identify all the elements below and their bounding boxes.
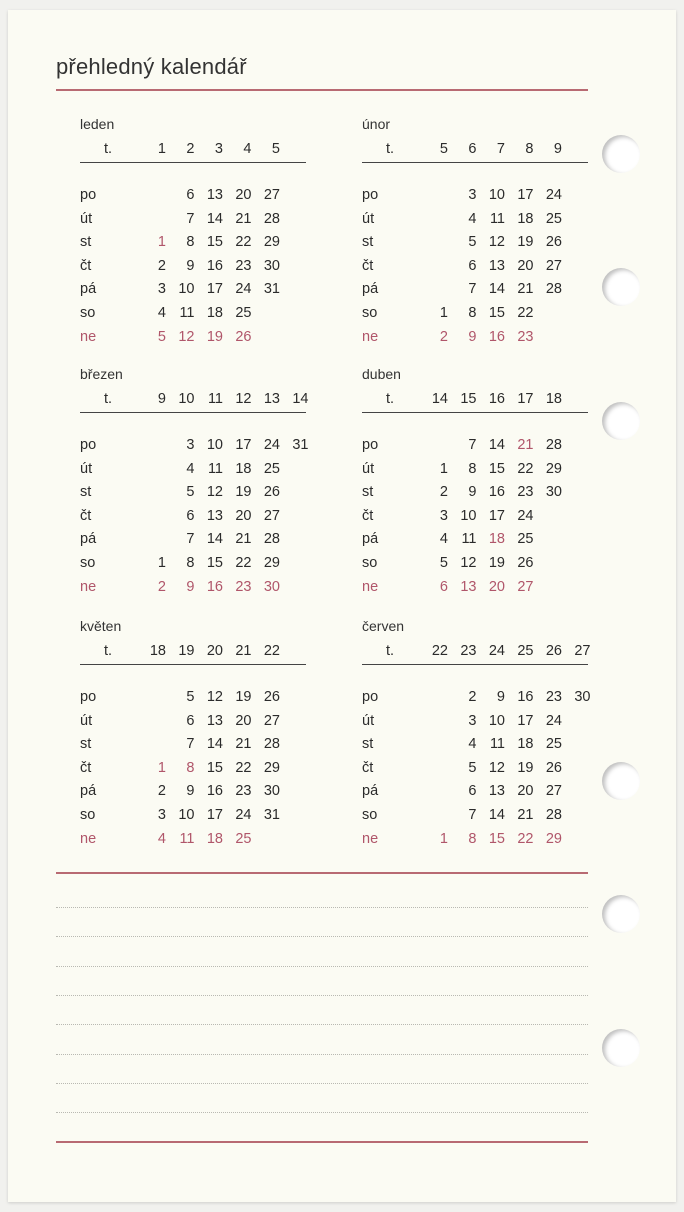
week-number: 11 [207,391,223,407]
day-label: čt [80,257,92,274]
week-label: t. [104,643,113,659]
day-label: ne [80,328,97,345]
date-cell: 11 [179,830,195,847]
date-cell: 29 [545,460,562,477]
date-cell: 7 [186,210,195,227]
date-cell: 21 [517,281,534,298]
day-label: ne [362,830,379,847]
date-cell: 22 [235,234,252,251]
date-cell: 4 [157,305,166,321]
date-cell: 26 [263,484,280,501]
date-cell: 27 [545,257,562,274]
date-cell: 17 [206,807,223,823]
note-line [56,1054,588,1055]
date-cell: 9 [186,783,195,800]
note-line [56,936,588,937]
week-number: 1 [157,141,166,157]
week-label: t. [386,391,395,407]
date-cell: 14 [206,210,223,227]
date-cell: 28 [263,531,280,548]
date-cell: 29 [263,234,280,251]
date-cell: 24 [545,187,562,203]
binder-hole [602,135,640,173]
header-separator [80,162,306,163]
date-cell: 1 [157,234,166,251]
date-cell: 3 [157,281,166,298]
note-line [56,1024,588,1025]
date-cell: 11 [461,531,477,548]
week-number: 9 [553,141,562,157]
date-cell: 28 [263,210,280,227]
date-cell: 1 [439,305,448,321]
date-cell: 16 [488,328,505,345]
date-cell: 14 [488,437,505,453]
date-cell: 26 [545,759,562,776]
date-cell: 17 [517,187,534,203]
date-cell: 2 [157,578,166,595]
date-cell: 18 [235,460,252,477]
week-number: 20 [206,643,223,659]
date-cell: 20 [517,257,534,274]
note-line [56,995,588,996]
day-label: pá [362,531,379,548]
date-cell: 15 [488,830,505,847]
date-cell: 5 [157,328,166,345]
date-cell: 18 [517,210,534,227]
date-cell: 10 [206,437,223,453]
date-cell: 7 [186,531,195,548]
date-cell: 13 [488,257,505,274]
week-number: 15 [460,391,477,407]
note-line [56,1083,588,1084]
week-number: 14 [431,391,448,407]
day-label: po [80,689,97,705]
month-name: leden [80,116,115,132]
week-number: 22 [431,643,448,659]
date-cell: 9 [468,328,477,345]
date-cell: 3 [468,712,477,729]
date-cell: 15 [206,555,223,571]
date-cell: 26 [517,555,534,571]
week-number: 5 [439,141,448,157]
day-label: čt [80,507,92,524]
date-cell: 5 [186,689,195,705]
date-cell: 22 [517,305,534,321]
day-label: ne [80,578,97,595]
week-number: 10 [178,391,195,407]
note-line [56,966,588,967]
day-label: po [362,187,379,203]
date-cell: 26 [263,689,280,705]
header-separator [80,412,306,413]
day-label: út [362,460,375,477]
date-cell: 26 [235,328,252,345]
date-cell: 11 [207,460,223,477]
date-cell: 12 [460,555,477,571]
date-cell: 31 [263,807,280,823]
date-cell: 8 [186,234,195,251]
date-cell: 8 [468,305,477,321]
week-number: 23 [460,643,477,659]
date-cell: 13 [206,187,223,203]
day-label: pá [80,531,97,548]
date-cell: 30 [263,783,280,800]
day-label: so [362,807,378,823]
day-label: po [362,689,379,705]
date-cell: 25 [517,531,534,548]
date-cell: 27 [263,712,280,729]
day-label: pá [80,281,97,298]
week-label: t. [104,141,113,157]
binder-hole [602,762,640,800]
week-number: 7 [496,141,505,157]
title-rule [56,89,588,91]
date-cell: 19 [517,234,534,251]
date-cell: 19 [517,759,534,776]
week-number: 26 [545,643,562,659]
date-cell: 3 [439,507,448,524]
notes-top-rule [56,872,588,874]
date-cell: 31 [263,281,280,298]
date-cell: 24 [545,712,562,729]
date-cell: 6 [439,578,448,595]
date-cell: 10 [488,187,505,203]
date-cell: 24 [235,281,252,298]
date-cell: 17 [488,507,505,524]
day-label: so [80,305,96,321]
week-number: 24 [488,643,505,659]
date-cell: 14 [206,736,223,753]
date-cell: 13 [206,712,223,729]
date-cell: 17 [235,437,252,453]
week-number: 13 [263,391,280,407]
binder-hole [602,1029,640,1067]
date-cell: 18 [517,736,534,753]
day-label: út [80,460,93,477]
date-cell: 20 [235,712,252,729]
date-cell: 7 [186,736,195,753]
date-cell: 28 [545,807,562,823]
month-name: červen [362,618,405,634]
month-name: únor [362,116,391,132]
date-cell: 16 [206,783,223,800]
date-cell: 25 [545,210,562,227]
date-cell: 15 [488,305,505,321]
date-cell: 16 [517,689,534,705]
week-label: t. [104,391,113,407]
week-number: 22 [263,643,280,659]
date-cell: 27 [545,783,562,800]
day-label: st [362,484,374,501]
date-cell: 5 [468,759,477,776]
date-cell: 26 [545,234,562,251]
date-cell: 9 [496,689,505,705]
date-cell: 28 [263,736,280,753]
date-cell: 6 [186,712,195,729]
binder-hole [602,895,640,933]
week-number: 21 [235,643,252,659]
header-separator [80,664,306,665]
date-cell: 2 [157,783,166,800]
week-number: 14 [292,391,309,407]
date-cell: 6 [468,257,477,274]
date-cell: 1 [439,460,448,477]
day-label: ne [362,578,379,595]
note-line [56,1112,588,1113]
date-cell: 21 [235,210,252,227]
date-cell: 9 [186,578,195,595]
date-cell: 23 [235,783,252,800]
date-cell: 10 [178,281,195,298]
day-label: pá [80,783,97,800]
date-cell: 24 [517,507,534,524]
date-cell: 19 [488,555,505,571]
day-label: ne [362,328,379,345]
date-cell: 19 [235,689,252,705]
date-cell: 1 [157,555,166,571]
date-cell: 13 [488,783,505,800]
week-number: 19 [178,643,195,659]
week-number: 17 [517,391,534,407]
day-label: čt [362,257,374,274]
date-cell: 17 [517,712,534,729]
date-cell: 15 [488,460,505,477]
day-label: pá [362,281,379,298]
date-cell: 2 [468,689,477,705]
date-cell: 12 [178,328,195,345]
note-line [56,907,588,908]
week-number: 18 [149,643,166,659]
date-cell: 12 [488,234,505,251]
day-label: so [362,305,378,321]
date-cell: 2 [439,484,448,501]
date-cell: 22 [235,759,252,776]
date-cell: 29 [545,830,562,847]
date-cell: 8 [468,830,477,847]
day-label: út [362,210,375,227]
date-cell: 11 [179,305,195,321]
date-cell: 3 [468,187,477,203]
date-cell: 6 [186,187,195,203]
date-cell: 21 [517,807,534,823]
date-cell: 16 [488,484,505,501]
date-cell: 17 [206,281,223,298]
date-cell: 21 [517,437,534,453]
date-cell: 14 [488,281,505,298]
day-label: po [80,187,97,203]
day-label: st [362,234,374,251]
date-cell: 1 [439,830,448,847]
date-cell: 30 [263,578,280,595]
header-separator [362,412,588,413]
week-number: 9 [157,391,166,407]
day-label: so [80,807,96,823]
week-number: 12 [235,391,252,407]
date-cell: 3 [157,807,166,823]
date-cell: 12 [206,484,223,501]
date-cell: 31 [292,437,309,453]
week-number: 4 [243,141,252,157]
day-label: st [80,736,92,753]
day-label: čt [80,759,92,776]
date-cell: 2 [157,257,166,274]
date-cell: 4 [439,531,448,548]
date-cell: 25 [235,305,252,321]
day-label: so [80,555,96,571]
date-cell: 16 [206,257,223,274]
date-cell: 14 [488,807,505,823]
date-cell: 10 [460,507,477,524]
date-cell: 5 [439,555,448,571]
day-label: čt [362,507,374,524]
date-cell: 27 [517,578,534,595]
date-cell: 24 [263,437,280,453]
day-label: po [80,437,97,453]
date-cell: 6 [186,507,195,524]
date-cell: 18 [206,830,223,847]
week-number: 18 [545,391,562,407]
date-cell: 7 [468,437,477,453]
date-cell: 24 [235,807,252,823]
day-label: čt [362,759,374,776]
week-label: t. [386,141,395,157]
header-separator [362,664,588,665]
date-cell: 18 [488,531,505,548]
date-cell: 18 [206,305,223,321]
date-cell: 27 [263,187,280,203]
day-label: pá [362,783,379,800]
date-cell: 16 [206,578,223,595]
date-cell: 4 [157,830,166,847]
date-cell: 30 [263,257,280,274]
date-cell: 8 [186,555,195,571]
month-name: duben [362,366,401,382]
date-cell: 4 [186,460,195,477]
date-cell: 9 [468,484,477,501]
calendar-page [8,10,676,1202]
date-cell: 10 [178,807,195,823]
date-cell: 20 [517,783,534,800]
date-cell: 28 [545,281,562,298]
date-cell: 21 [235,736,252,753]
date-cell: 2 [439,328,448,345]
date-cell: 23 [517,328,534,345]
date-cell: 21 [235,531,252,548]
date-cell: 4 [468,736,477,753]
date-cell: 27 [263,507,280,524]
date-cell: 5 [186,484,195,501]
week-number: 5 [271,141,280,157]
date-cell: 23 [545,689,562,705]
date-cell: 3 [186,437,195,453]
week-number: 3 [214,141,223,157]
date-cell: 25 [235,830,252,847]
date-cell: 10 [488,712,505,729]
date-cell: 4 [468,210,477,227]
date-cell: 1 [157,759,166,776]
day-label: ne [80,830,97,847]
day-label: út [80,712,93,729]
date-cell: 5 [468,234,477,251]
day-label: st [80,234,92,251]
binder-hole [602,268,640,306]
date-cell: 8 [468,460,477,477]
day-label: st [80,484,92,501]
month-name: květen [80,618,122,634]
date-cell: 29 [263,759,280,776]
date-cell: 13 [206,507,223,524]
date-cell: 7 [468,807,477,823]
date-cell: 23 [235,257,252,274]
week-number: 27 [574,643,591,659]
date-cell: 11 [489,736,505,753]
date-cell: 12 [488,759,505,776]
date-cell: 19 [235,484,252,501]
header-separator [362,162,588,163]
week-number: 2 [186,141,195,157]
date-cell: 23 [517,484,534,501]
date-cell: 8 [186,759,195,776]
date-cell: 14 [206,531,223,548]
date-cell: 30 [545,484,562,501]
date-cell: 13 [460,578,477,595]
week-number: 25 [517,643,534,659]
binder-hole [602,402,640,440]
date-cell: 12 [206,689,223,705]
week-label: t. [386,643,395,659]
date-cell: 22 [517,460,534,477]
week-number: 8 [525,141,534,157]
page-title: přehledný kalendář [56,54,247,79]
date-cell: 15 [206,759,223,776]
week-number: 16 [488,391,505,407]
date-cell: 20 [235,187,252,203]
day-label: so [362,555,378,571]
date-cell: 29 [263,555,280,571]
day-label: út [362,712,375,729]
date-cell: 9 [186,257,195,274]
date-cell: 20 [488,578,505,595]
day-label: st [362,736,374,753]
date-cell: 7 [468,281,477,298]
date-cell: 22 [517,830,534,847]
date-cell: 28 [545,437,562,453]
week-number: 6 [468,141,477,157]
date-cell: 19 [206,328,223,345]
date-cell: 11 [489,210,505,227]
date-cell: 30 [574,689,591,705]
day-label: út [80,210,93,227]
date-cell: 23 [235,578,252,595]
date-cell: 15 [206,234,223,251]
date-cell: 6 [468,783,477,800]
date-cell: 20 [235,507,252,524]
day-label: po [362,437,379,453]
month-name: březen [80,366,123,382]
date-cell: 25 [263,460,280,477]
date-cell: 22 [235,555,252,571]
date-cell: 25 [545,736,562,753]
notes-bottom-rule [56,1141,588,1143]
